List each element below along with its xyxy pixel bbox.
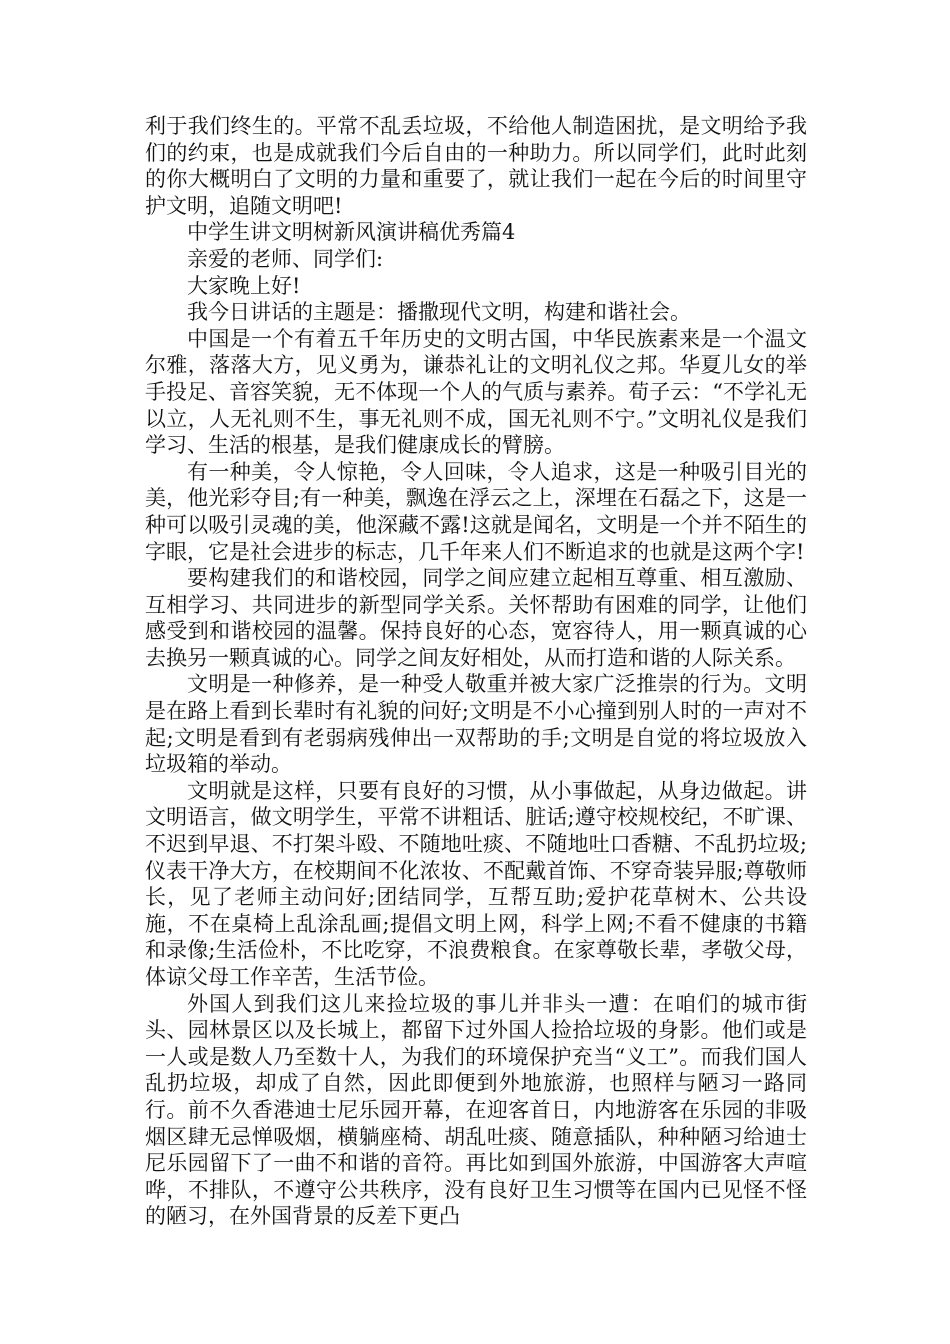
- section-heading: 中学生讲文明树新风演讲稿优秀篇4: [187, 220, 516, 245]
- paragraph: 要构建我们的和谐校园，同学之间应建立起相互尊重、相互激励、互相学习、共同进步的新型同学关系。关怀帮助有困难的同学，让他们感受到和谐校园的温馨。保持良好的心态，宽容待人，用一颗真诚的心去换另一颗真诚的心。同学之间友好相处，从而打造和谐的人际关系。: [145, 566, 807, 670]
- paragraph: 有一种美，令人惊艳，令人回味，令人追求，这是一种吸引目光的美，他光彩夺目;有一种美，飘逸在浮云之上，深埋在石磊之下，这是一种可以吸引灵魂的美，他深藏不露!这就是闻名，文明是一个并不陌生的字眼，它是社会进步的标志，几千年来人们不断追求的也就是这两个字!: [145, 459, 807, 564]
- paragraph: 文明是一种修养，是一种受人敬重并被大家广泛推崇的行为。文明是在路上看到长辈时有礼貌的问好;文明是不小心撞到别人时的一声对不起;文明是看到有老弱病残伸出一双帮助的手;文明是自觉的将垃圾放入垃圾箱的举动。: [145, 672, 807, 777]
- paragraph: 文明就是这样，只要有良好的习惯，从小事做起，从身边做起。讲文明语言，做文明学生，平常不讲粗话、脏话;遵守校规校纪，不旷课、不迟到早退、不打架斗殴、不随地吐痰、不随地吐口香糖、不乱扔垃圾;仪表干净大方，在校期间不化浓妆、不配戴首饰、不穿奇装异服;尊敬师长，见了老师主动问好;团结同学，互帮互助;爱护花草树木、公共设施，不在桌椅上乱涂乱画;提倡文明上网，科学上网;不看不健康的书籍和录像;生活俭朴，不比吃穿，不浪费粮食。在家尊敬长辈，孝敬父母，体谅父母工作辛苦，生活节俭。: [145, 778, 807, 989]
- paragraph: 我今日讲话的主题是：播撒现代文明，构建和谐社会。: [187, 300, 691, 325]
- paragraph: 中国是一个有着五千年历史的文明古国，中华民族素来是一个温文尔雅，落落大方，见义勇为，谦恭礼让的文明礼仪之邦。华夏儿女的举手投足、音容笑貌，无不体现一个人的气质与素养。荀子云：“不学礼无以立，人无礼则不生，事无礼则不成，国无礼则不宁。”文明礼仪是我们学习、生活的根基，是我们健康成长的臂膀。: [145, 326, 807, 458]
- paragraph: 利于我们终生的。平常不乱丢垃圾，不给他人制造困扰，是文明给予我们的约束，也是成就我们今后自由的一种助力。所以同学们，此时此刻的你大概明白了文明的力量和重要了，就让我们一起在今后的时间里守护文明，追随文明吧!: [145, 114, 807, 218]
- document-body: [145, 113, 807, 1230]
- greeting: 大家晚上好!: [187, 273, 301, 298]
- paragraph: 外国人到我们这儿来捡垃圾的事儿并非头一遭：在咱们的城市街头、园林景区以及长城上，都留下过外国人捡拾垃圾的身影。他们或是一人或是数人乃至数十人，为我们的环境保护充当“义工”。而我们国人乱扔垃圾，却成了自然，因此即便到外地旅游，也照样与陋习一路同行。前不久香港迪士尼乐园开幕，在迎客首日，内地游客在乐园的非吸烟区肆无忌惮吸烟，横躺座椅、胡乱吐痰、随意插队，种种陋习给迪士尼乐园留下了一曲不和谐的音符。再比如到国外旅游，中国游客大声喧哗，不排队，不遵守公共秩序，没有良好卫生习惯等在国内已见怪不怪的陋习，在外国背景的反差下更凸: [145, 991, 807, 1229]
- salutation: 亲爱的老师、同学们:: [187, 246, 384, 271]
